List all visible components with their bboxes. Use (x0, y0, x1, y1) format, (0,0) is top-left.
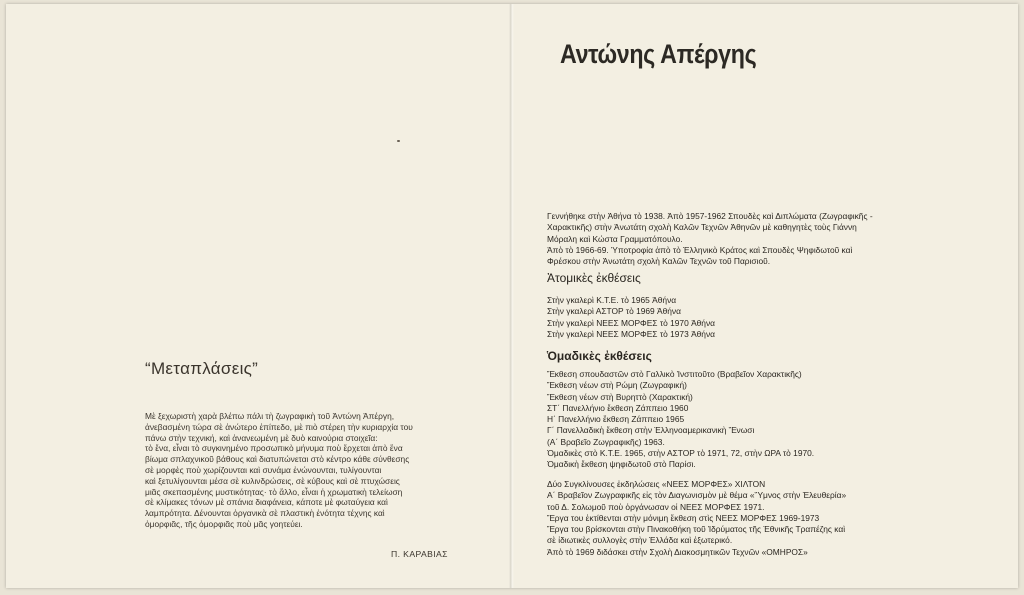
left-panel (6, 4, 509, 588)
group-exhibitions-heading: Ὁμαδικὲς ἐκθέσεις (547, 349, 652, 363)
essay-line: βίωμα σπλαχνικοῦ βάθους καὶ διατυπώνεται στὸ κέντρο κάθε σύνθεσης (145, 454, 410, 465)
essay-line: μιᾶς σκεπασμένης μυστικότητας· τὸ ἄλλο, εἶναι ἡ χρωματικὴ τελείωση (145, 486, 403, 497)
list-item: Στὴν γκαλερὶ ΑΣΤΟΡ τὸ 1969 Ἀθήνα (547, 306, 681, 317)
bio-line: Μόραλη καὶ Κώστα Γραμματόπουλο. (547, 233, 683, 244)
essay-line: καὶ ξετυλίγουνται μέσα σὲ κυλινδρώσεις, σὲ κύβους καὶ σὲ πτυχώσεις (145, 475, 400, 486)
group-exhibitions-list (547, 369, 1007, 471)
catalogue-sheet (6, 4, 1018, 588)
list-item: Στὴν γκαλερὶ ΝΕΕΣ ΜΟΡΦΕΣ τὸ 1973 Ἀθήνα (547, 328, 715, 339)
bio-line: Χαρακτικῆς) στὴν Ἀνωτάτη σχολὴ Καλῶν Τεχνῶν Ἀθηνῶν μὲ καθηγητὲς τοὺς Γιάννη (547, 222, 857, 233)
list-item: Ὁμαδικὴ ἔκθεση ψηφιδωτοῦ στὸ Παρίσι. (547, 459, 696, 470)
essay-line: σὲ μορφὲς ποὺ χωρίζουνται καὶ συνάμα ἑνώνουνται, τυλίγουνται (145, 464, 382, 475)
biography (547, 211, 1002, 267)
essay-line: ὀμορφιᾶς, τῆς ὀμορφιᾶς ποὺ μᾶς γοητεύει. (145, 518, 303, 529)
bio-line: Ἀπὸ τὸ 1966-69. Ὑποτροφία ἀπὸ τὸ Ἑλληνικὸ Κράτος καὶ Σπουδὲς Ψηφιδωτοῦ καὶ (547, 244, 853, 255)
list-item: Στὴν γκαλερὶ ΝΕΕΣ ΜΟΡΦΕΣ τὸ 1970 Ἀθήνα (547, 317, 715, 328)
list-item: Ἔκθεση νέων στὴ Βυρηττὸ (Χαρακτική) (547, 391, 693, 402)
list-item: Ἀπὸ τὸ 1969 διδάσκει στὴν Σχολὴ Διακοσμητικῶν Τεχνῶν «ΟΜΗΡΟΣ» (547, 546, 808, 557)
list-item: Δύο Συγκλίνουσες ἐκδηλώσεις «ΝΕΕΣ ΜΟΡΦΕΣ» ΧΙΛΤΟΝ (547, 479, 766, 489)
list-item: τοῦ Δ. Σολωμοῦ ποὺ ὀργάνωσαν οἱ ΝΕΕΣ ΜΟΡΦΕΣ 1971. (547, 501, 765, 512)
solo-exhibitions-list (547, 295, 1007, 340)
list-item: Ἔκθεση νέων στὴ Ρώμη (Ζωγραφική) (547, 380, 687, 391)
list-item: σὲ ἰδιωτικὲς συλλογὲς στὴν Ἑλλάδα καὶ ἐξωτερικό. (547, 535, 733, 546)
list-item: (Α΄ Βραβεῖο Ζωγραφικῆς) 1963. (547, 436, 665, 447)
essay-line: σὲ κλίμακες τόνων μὲ σπάνια διαφάνεια, κάποτε μὲ φωταύγεια καὶ (145, 497, 388, 508)
bio-line: Φρέσκου στὴν Ἀνωτάτη σχολὴ Καλῶν Τεχνῶν τοῦ Παρισιοῦ. (547, 256, 771, 267)
essay-body (145, 411, 490, 530)
list-item: Ἔργα του βρίσκονται στὴν Πινακοθήκη τοῦ Ἱδρύματος τῆς Ἐθνικῆς Τραπέζης καὶ (547, 524, 846, 535)
list-item: Ἔκθεση σπουδαστῶν στὸ Γαλλικὸ Ἰνστιτοῦτο (Βραβεῖον Χαρακτικῆς) (547, 369, 802, 379)
list-item: Η΄ Πανελλήνιο ἔκθεση Ζάππειο 1965 (547, 414, 685, 425)
essay-signature: Π. ΚΑΡΑΒΙΑΣ (391, 549, 448, 559)
other-activities-list (547, 479, 1007, 558)
list-item: ΣΤ΄ Πανελλήνιο ἔκθεση Ζάππειο 1960 (547, 402, 689, 413)
essay-line: τὸ ἕνα, εἶναι τὸ συγκινημένο προσωπικὸ μήνυμα ποὺ ἔρχεται ἀπὸ ἕνα (145, 443, 403, 454)
essay-line: λαμπρότητα. Δένουνται ὀργανικὰ σὲ πλαστικὴ ἑνότητα τέχνης καὶ (145, 508, 385, 519)
essay-line: Μὲ ξεχωριστὴ χαρὰ βλέπω πάλι τὴ ζωγραφικὴ τοῦ Ἀντώνη Ἀπέργη, (145, 411, 395, 421)
list-item: Γ΄ Πανελλαδικὴ ἔκθεση στὴν Ἑλληνοαμερικανικὴ Ἕνωσι (547, 425, 755, 436)
artist-name: Αντώνης Απέργης (560, 39, 757, 69)
list-item: Α΄ Βραβεῖον Ζωγραφικῆς εἰς τὸν Διαγωνισμὸν μὲ θέμα «Ὕμνος στὴν Ἐλευθερία» (547, 490, 847, 501)
bio-line: Γεννήθηκε στὴν Ἀθήνα τὸ 1938. Ἀπὸ 1957-1962 Σπουδὲς καὶ Διπλώματα (Ζωγραφικῆς - (547, 211, 873, 221)
list-item: Ὁμαδικὲς στὸ Κ.Τ.Ε. 1965, στὴν ΑΣΤΟΡ τὸ 1971, 72, στὴν ΩΡΑ τὸ 1970. (547, 448, 815, 459)
list-item: Ἔργα του ἐκτίθενται στὴν μόνιμη ἔκθεση στὶς ΝΕΕΣ ΜΟΡΦΕΣ 1969-1973 (547, 512, 820, 523)
essay-title: “Μεταπλάσεις” (145, 359, 259, 378)
solo-exhibitions-heading: Ἀτομικὲς ἐκθέσεις (547, 271, 641, 285)
essay-line: πάνω στὴν τεχνική, καὶ ἀνανεωμένη μὲ δυὸ καινούρια στοιχεῖα: (145, 432, 378, 443)
right-panel (514, 4, 1018, 588)
ink-speck (397, 140, 400, 142)
essay-line: ἀνεβασμένη τώρα σὲ ἀνώτερο ἐπίπεδο, μὲ πιὸ στέρεη τὴν κυριαρχία του (145, 421, 413, 432)
list-item: Στὴν γκαλερὶ Κ.Τ.Ε. τὸ 1965 Ἀθήνα (547, 295, 677, 305)
